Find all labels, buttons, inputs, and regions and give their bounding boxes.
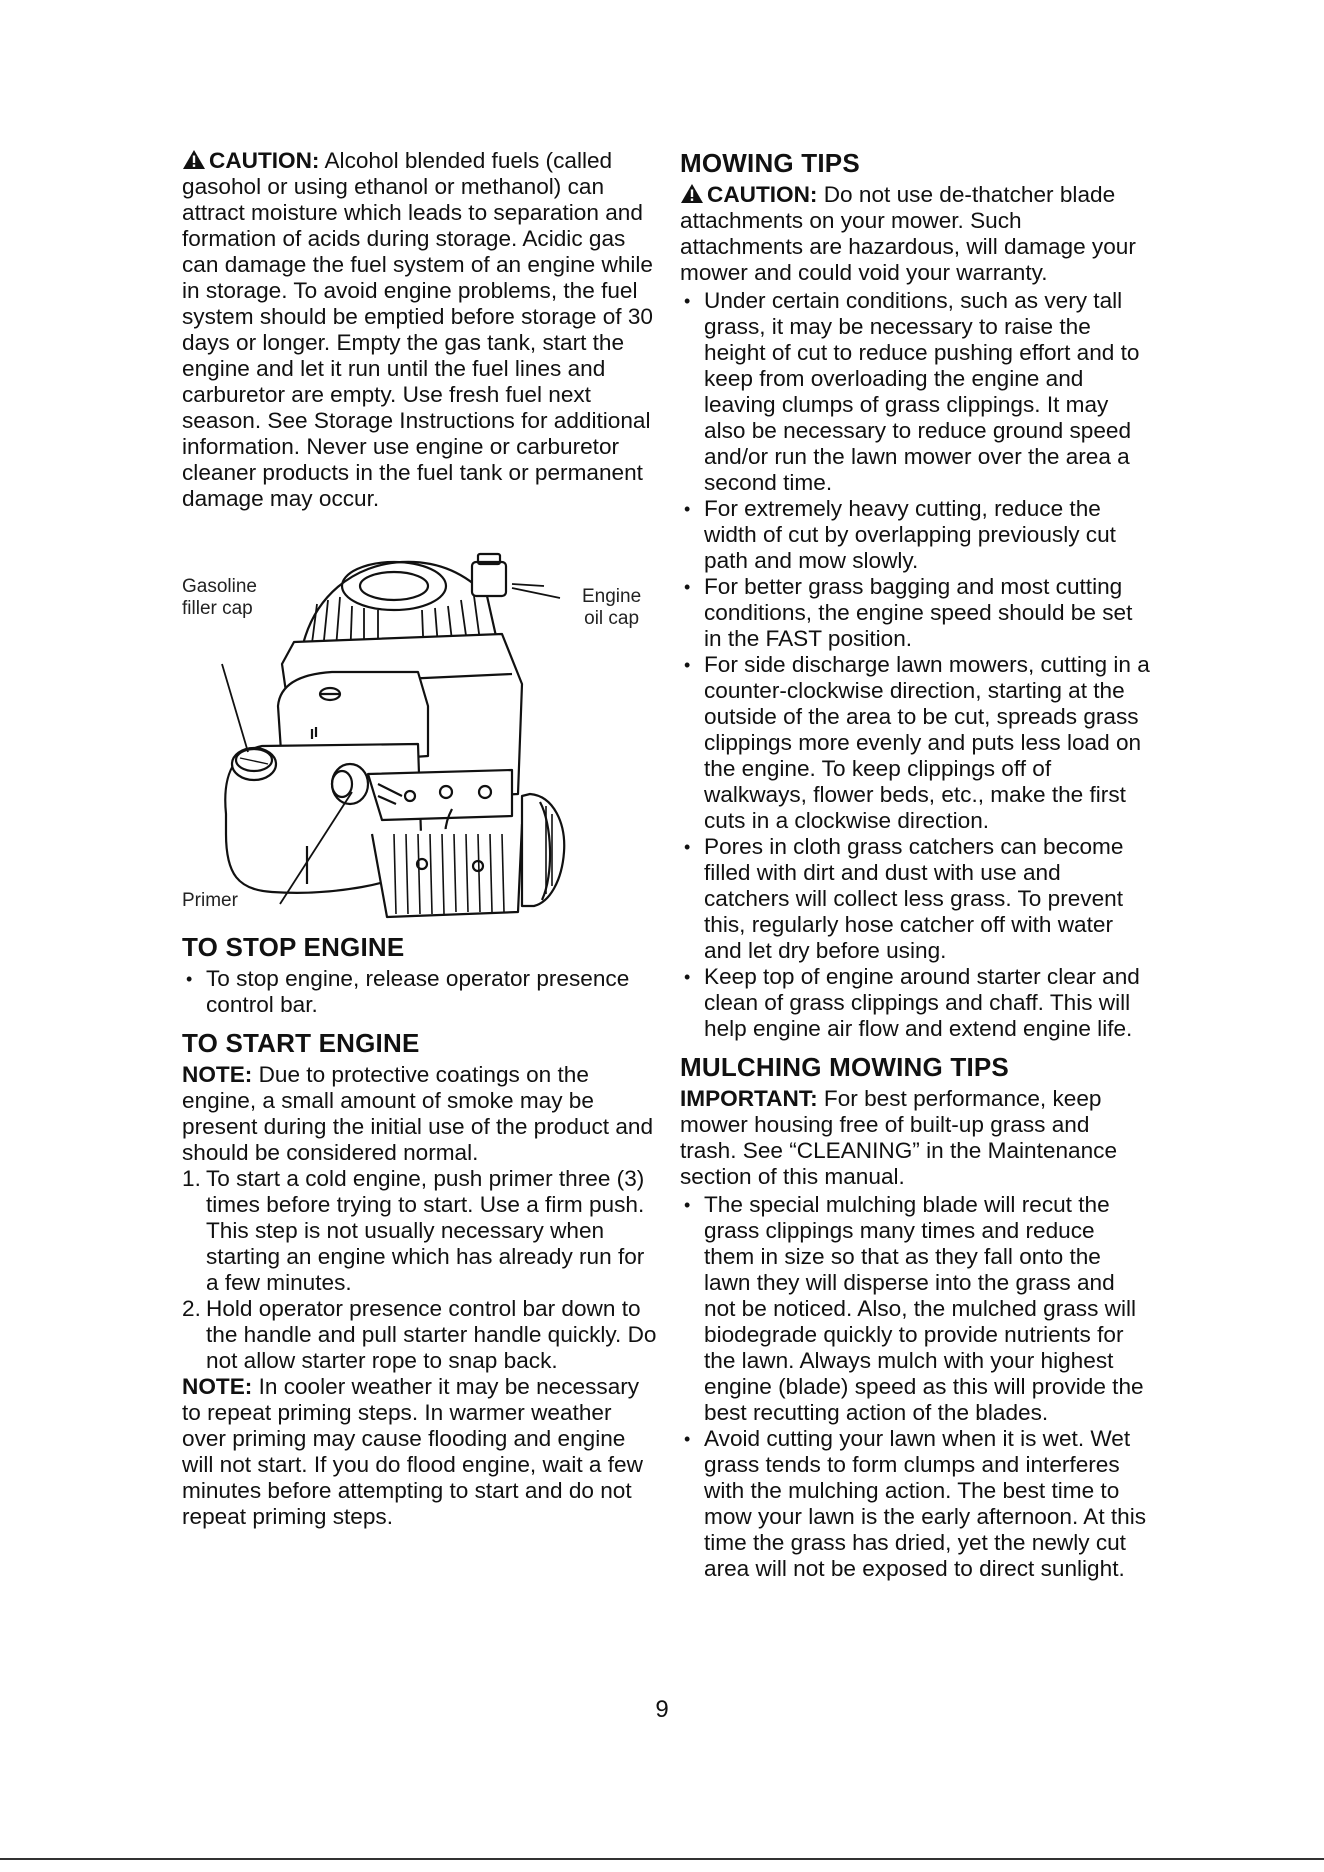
note-label: NOTE:: [182, 1062, 253, 1087]
bottom-divider: [0, 1858, 1324, 1860]
note-label: NOTE:: [182, 1374, 253, 1399]
step-text: To start a cold engine, push primer three (3) times before trying to start. Use a firm push. This step is not usually necessary when starting an engine which has already run for a few minutes.: [206, 1166, 645, 1295]
caution-text: Do not use de-thatcher blade attachments on your mower. Such attachments are hazardous, will damage your mower and could void your warranty.: [680, 182, 1136, 285]
list-item: [182, 1166, 658, 1296]
step-number: 1.: [182, 1166, 201, 1191]
list-item: [182, 1296, 658, 1374]
start-engine-heading: TO START ENGINE: [182, 1028, 420, 1058]
list-item: • For side discharge lawn mowers, cutting in a counter-clockwise direction, starting at the outside of the area to be cut, spreads grass clippings more evenly and puts less load on the engine. To keep clippings off of walkways, flower beds, etc., make the first cuts in a clockwise direction.: [680, 652, 1150, 834]
page-number: 9: [655, 1696, 669, 1723]
important-label: IMPORTANT:: [680, 1086, 818, 1111]
list-item: • Keep top of engine around starter clear and clean of grass clippings and chaff. This will help engine air flow and extend engine life.: [680, 964, 1150, 1042]
list-item: • The special mulching blade will recut the grass clippings many times and reduce them in size so that as they fall onto the lawn they will disperse into the grass and not be noticed. Also, the mulched grass will biodegrade quickly to provide nutrients for the lawn. Always mulch with your highest engine (blade) speed as this will provide the best recutting action of the blades.: [680, 1192, 1150, 1426]
right-column: [680, 148, 1150, 1582]
dethatcher-caution-paragraph: [680, 182, 1150, 286]
important-text: For best performance, keep mower housing free of built-up grass and trash. See “CLEANING” in the Maintenance section of this manual.: [680, 1086, 1118, 1189]
start-note-1: [182, 1062, 658, 1166]
engine-figure: [182, 534, 658, 922]
list-item: • For better grass bagging and most cutting conditions, the engine speed should be set in the FAST position.: [680, 574, 1150, 652]
primer-label: Primer: [182, 890, 238, 911]
list-item: • Under certain conditions, such as very tall grass, it may be necessary to raise the height of cut to reduce pushing effort and to keep from overloading the engine and leaving clumps of grass clippings. It may also be necessary to reduce ground speed and/or run the lawn mower over the area a second time.: [680, 288, 1150, 496]
stop-engine-list: [182, 966, 658, 1018]
mowing-tips-list: [680, 288, 1150, 1042]
note-text: In cooler weather it may be necessary to repeat priming steps. In warmer weather over priming may cause flooding and engine will not start. If you do flood engine, wait a few minutes before attempting to start and do not repeat priming steps.: [182, 1374, 643, 1529]
start-steps-list: [182, 1166, 658, 1374]
mulching-important-paragraph: [680, 1086, 1150, 1190]
engine-oil-cap-label: Engine oil cap: [582, 586, 642, 629]
caution-text: Alcohol blended fuels (called gasohol or using ethanol or methanol) can attract moisture which leads to separation and formation of acids during storage. Acidic gas can damage the fuel system of an engine while in storage. To avoid engine problems, the fuel system should be emptied before storage of 30 days or longer. Empty the gas tank, start the engine and let it run until the fuel lines and carburetor are empty. Use fresh fuel next season. See Storage Instructions for additional information. Never use engine or carburetor cleaner products in the fuel tank or permanent damage may occur.: [182, 148, 653, 511]
mulching-tips-list: [680, 1192, 1150, 1582]
gasoline-filler-cap-label: Gasoline filler cap: [182, 576, 257, 619]
start-note-2: [182, 1374, 658, 1530]
caution-label: CAUTION:: [209, 148, 320, 173]
fuel-caution-paragraph: [182, 148, 658, 512]
stop-engine-heading: TO STOP ENGINE: [182, 932, 405, 962]
list-item: • Pores in cloth grass catchers can become filled with dirt and dust with use and catchers will collect less grass. To prevent this, regularly hose catcher off with water and let dry before using.: [680, 834, 1150, 964]
warning-triangle-icon: [680, 183, 704, 204]
list-item: • For extremely heavy cutting, reduce the width of cut by overlapping previously cut path and mow slowly.: [680, 496, 1150, 574]
list-item: • To stop engine, release operator presence control bar.: [182, 966, 658, 1018]
left-column: [182, 148, 658, 1530]
step-text: Hold operator presence control bar down to the handle and pull starter handle quickly. Do not allow starter rope to snap back.: [206, 1296, 657, 1373]
step-number: 2.: [182, 1296, 201, 1321]
note-text: Due to protective coatings on the engine, a small amount of smoke may be present during the initial use of the product and should be considered normal.: [182, 1062, 654, 1165]
caution-label: CAUTION:: [707, 182, 818, 207]
mowing-tips-heading: MOWING TIPS: [680, 148, 860, 178]
list-item: • Avoid cutting your lawn when it is wet. Wet grass tends to form clumps and interferes with the mulching action. The best time to mow your lawn is the early afternoon. At this time the grass has dried, yet the newly cut area will not be exposed to direct sunlight.: [680, 1426, 1150, 1582]
warning-triangle-icon: [182, 149, 206, 170]
mulching-tips-heading: MULCHING MOWING TIPS: [680, 1052, 1009, 1082]
